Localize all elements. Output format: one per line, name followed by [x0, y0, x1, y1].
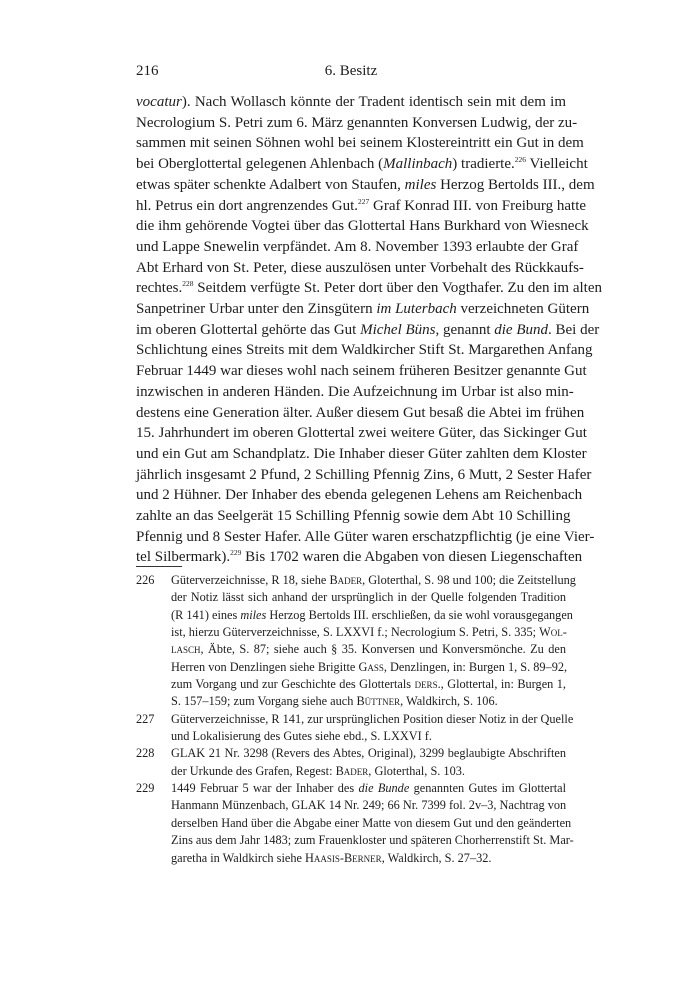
- body-line: destens eine Generation älter. Außer diesem Gut besaß die Abtei im frühen: [136, 404, 585, 421]
- body-text: [136, 92, 602, 568]
- body-line: etwas später schenkte Adalbert von Staufen, miles Herzog Bertolds III., dem: [136, 176, 595, 193]
- footnote-line: S. 157–159; zum Vorgang siehe auch Büttner, Waldkirch, S. 106.: [171, 694, 498, 709]
- page-header: [136, 63, 566, 83]
- footnote-line: garetha in Waldkirch siehe Haasis-Berner, Waldkirch, S. 27–32.: [171, 850, 492, 865]
- footnote-number: 228: [136, 746, 155, 761]
- footnote-separator: [136, 566, 182, 567]
- footnote-line: Herren von Denzlingen siehe Brigitte Gass, Denzlingen, in: Burgen 1, S. 89–92,: [171, 659, 568, 674]
- footnote-line: und Lokalisierung des Gutes siehe ebd., S. LXXVI f.: [171, 729, 432, 744]
- body-line: Sanpetriner Urbar unter den Zinsgütern im Luterbach verzeichneten Gütern: [136, 301, 590, 318]
- body-line: im oberen Glottertal gehörte das Gut Michel Büns, genannt die Bund. Bei der: [136, 321, 600, 338]
- body-line: bei Oberglottertal gelegenen Ahlenbach (Mallinbach) tradierte.$^{226}$ Vielleicht: [136, 155, 588, 173]
- body-line: Schlichtung eines Streits mit dem Waldkircher Stift St. Margarethen Anfang: [136, 342, 593, 359]
- body-line: Pfennig und 8 Sester Hafer. Alle Güter waren erschatzpflichtig (je eine Vier-: [136, 528, 595, 545]
- body-line: Necrologium S. Petri zum 6. März genannten Konversen Ludwig, der zu-: [136, 114, 578, 131]
- body-line: und Lappe Snewelin verpfändet. Am 8. November 1393 erlaubte der Graf: [136, 238, 579, 255]
- body-line: tel Silbermark).$^{229}$ Bis 1702 waren die Abgaben von diesen Liegenschaften: [136, 548, 583, 566]
- body-line: vocatur). Nach Wollasch könnte der Tradent identisch sein mit dem im: [136, 94, 566, 110]
- body-line: jährlich insgesamt 2 Pfund, 2 Schilling Pfennig Zins, 6 Mutt, 2 Sester Hafer: [136, 466, 592, 483]
- body-line: zahlte an das Seelgerät 15 Schilling Pfennig sowie dem Abt 10 Schilling: [136, 508, 571, 525]
- footnote-line: GLAK 21 Nr. 3298 (Revers des Abtes, Original), 3299 beglaubigte Abschriften: [171, 746, 566, 761]
- footnote-line: derselben Hand über die Abgabe einer Matte von diesem Gut und den geänderten: [171, 815, 572, 830]
- body-line: 15. Jahrhundert im oberen Glottertal zwei weitere Güter, das Sickinger Gut: [136, 425, 587, 442]
- footnote-number: 226: [136, 573, 155, 587]
- footnote-line: 1449 Februar 5 war der Inhaber des die Bunde genannten Gutes im Glottertal: [171, 781, 567, 796]
- page-number: 216: [136, 63, 159, 79]
- body-line: sammen mit seinen Söhnen wohl bei seinem Klostereintritt ein Gut in dem: [136, 135, 584, 152]
- body-line: Abt Erhard von St. Peter, diese auszulösen unter Vorbehalt des Rückkaufs-: [136, 259, 584, 276]
- footnote-line: Güterverzeichnisse, R 18, siehe Bader, Gloterthal, S. 98 und 100; die Zeitstellung: [171, 573, 576, 587]
- footnote-229: [136, 780, 574, 867]
- footnote-line: Zins aus dem Jahr 1483; zum Frauenkloster und späteren Chorherrenstift St. Mar-: [171, 833, 574, 848]
- footnote-number: 227: [136, 711, 155, 726]
- footnote-line: Güterverzeichnisse, R 141, zur ursprünglichen Position dieser Notiz in der Quelle: [171, 711, 574, 726]
- body-line: die ihm gehörende Vogtei über das Glottertal Hans Burkhard von Wiesneck: [136, 218, 589, 235]
- footnote-line: Hanmann Münzenbach, GLAK 14 Nr. 249; 66 Nr. 7399 fol. 2v–3, Nachtrag von: [171, 798, 567, 813]
- running-head: 6. Besitz: [324, 63, 378, 79]
- body-line: inzwischen in anderen Händen. Die Aufzeichnung im Urbar ist also min-: [136, 383, 574, 400]
- footnote-number: 229: [136, 781, 155, 796]
- footnote-227: [136, 711, 574, 746]
- footnote-line: lasch, Äbte, S. 87; siehe auch § 35. Konversen und Konversmönche. Zu den: [171, 642, 566, 657]
- body-line: und 2 Hühner. Der Inhaber des ebenda gelegenen Lehens am Reichenbach: [136, 487, 583, 504]
- footnote-line: (R 141) eines miles Herzog Bertolds III. erschließen, da sie wohl vorausgegangen: [171, 607, 573, 622]
- body-line: rechtes.$^{228}$ Seitdem verfügte St. Peter dort über den Vogthafer. Zu den im alten: [136, 279, 602, 297]
- footnote-line: ist, hierzu Güterverzeichnisse, S. LXXVI f.; Necrologium S. Petri, S. 335; Wol-: [171, 625, 567, 640]
- footnotes: [136, 572, 576, 867]
- body-line: Februar 1449 war dieses wohl nach seinem früheren Besitzer genannte Gut: [136, 363, 587, 380]
- body-line: hl. Petrus ein dort angrenzendes Gut.$^{227}$ Graf Konrad III. von Freiburg hatte: [136, 196, 587, 214]
- body-line: und ein Gut am Schandplatz. Die Inhaber dieser Güter zahlten dem Kloster: [136, 445, 587, 462]
- footnote-line: der Urkunde des Grafen, Regest: Bader, Gloterthal, S. 103.: [171, 763, 465, 778]
- footnote-line: zum Vorgang und zur Geschichte des Glottertals ders., Glottertal, in: Burgen 1,: [171, 677, 567, 692]
- footnote-226: [136, 572, 576, 711]
- footnote-228: [136, 745, 566, 780]
- footnote-line: der Notiz lässt sich anhand der ursprünglich in der Quelle folgenden Tradition: [171, 590, 566, 605]
